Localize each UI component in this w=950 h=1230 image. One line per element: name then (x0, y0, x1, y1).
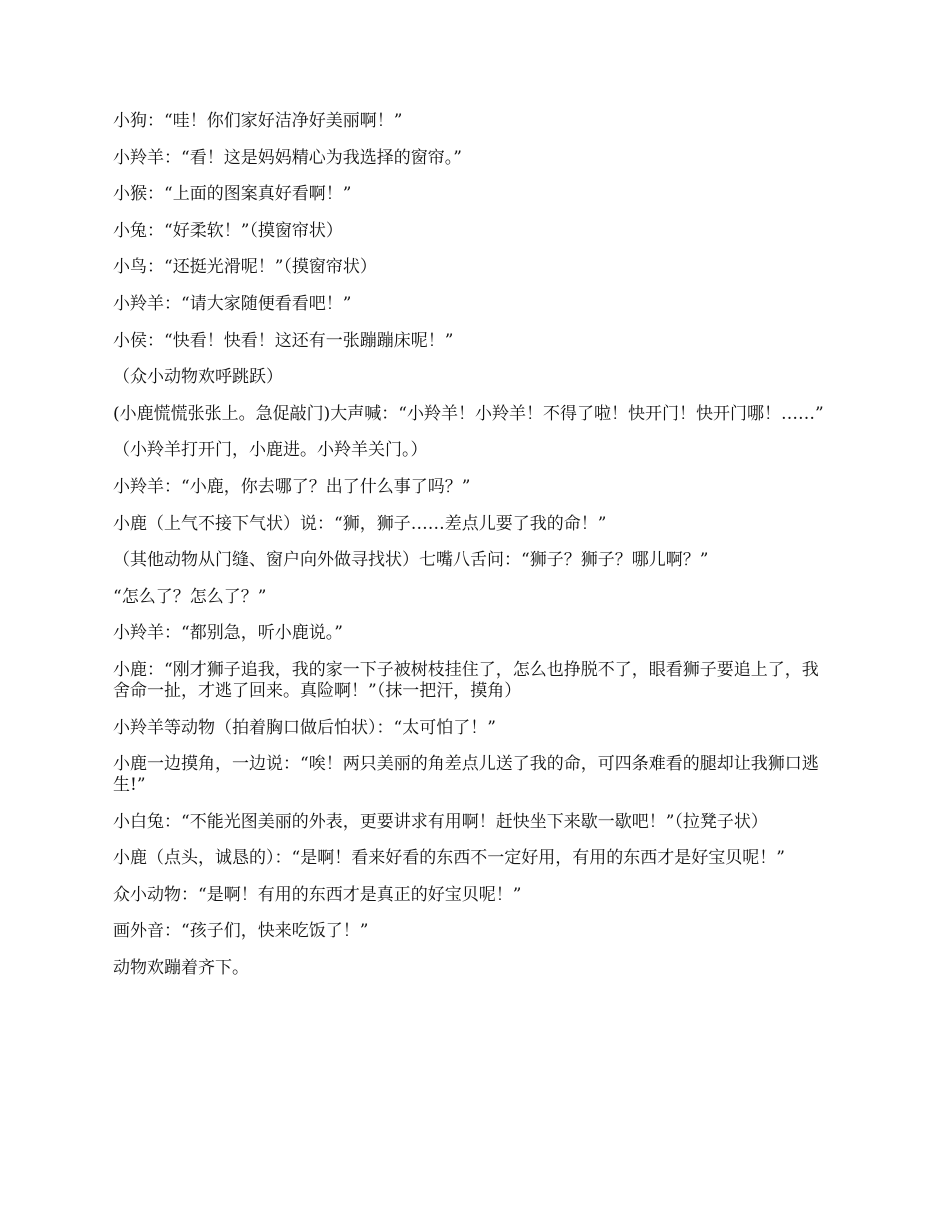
script-line: 众小动物：“是啊！有用的东西才是真正的好宝贝呢！” (113, 884, 522, 905)
stage-direction: （小羚羊打开门，小鹿进。小羚羊关门。） (113, 440, 428, 461)
script-line: 小羚羊等动物（拍着胸口做后怕状）：“太可怕了！” (113, 717, 496, 738)
script-line: 小猴：“上面的图案真好看啊！” (113, 184, 352, 205)
script-line: 小鹿：“刚才狮子追我，我的家一下子被树枝挂住了，怎么也挣脱不了，眼看狮子要追上了，我舍命一扯，才逃了回来。真险啊！”（抹一把汗，摸角） (113, 659, 819, 701)
script-line: 小羚羊：“小鹿，你去哪了？出了什么事了吗？” (113, 476, 471, 497)
script-line: 小鸟：“还挺光滑呢！”（摸窗帘状） (113, 257, 377, 278)
script-line: 小羚羊：“都别急，听小鹿说。” (113, 623, 343, 644)
script-line: 小羚羊：“看！这是妈妈精心为我选择的窗帘。” (113, 147, 462, 168)
script-line: 小鹿一边摸角，一边说：“唉！两只美丽的角差点儿送了我的命，可四条难看的腿却让我狮口逃生!” (113, 754, 819, 796)
stage-direction: （众小动物欢呼跳跃） (113, 367, 283, 388)
script-line: 小鹿（上气不接下气状）说：“狮，狮子……差点儿要了我的命！” (113, 513, 607, 534)
script-line: 小侯：“快看！快看！这还有一张蹦蹦床呢！” (113, 330, 454, 351)
script-line: 小兔：“好柔软！”（摸窗帘状） (113, 220, 343, 241)
script-line: “怎么了？怎么了？” (113, 586, 267, 607)
script-line: 小鹿（点头，诚恳的）：“是啊！看来好看的东西不一定好用，有用的东西才是好宝贝呢！” (113, 848, 785, 869)
script-line: 画外音：“孩子们，快来吃饭了！” (113, 921, 369, 942)
script-line: 小白兔：“不能光图美丽的外表，更要讲求有用啊！赶快坐下来歇一歇吧！”（拉凳子状） (113, 811, 768, 832)
script-line: （其他动物从门缝、窗户向外做寻找状）七嘴八舌问：“狮子？狮子？哪儿啊？” (113, 550, 709, 571)
script-line: (小鹿慌慌张张上。急促敲门)大声喊：“小羚羊！小羚羊！不得了啦！快开门！快开门哪！……” (113, 403, 824, 424)
script-line: 小狗：“哇！你们家好洁净好美丽啊！” (113, 111, 403, 131)
stage-direction: 动物欢蹦着齐下。 (113, 958, 249, 979)
document-body (113, 111, 833, 995)
script-line: 小羚羊：“请大家随便看看吧！” (113, 293, 352, 314)
